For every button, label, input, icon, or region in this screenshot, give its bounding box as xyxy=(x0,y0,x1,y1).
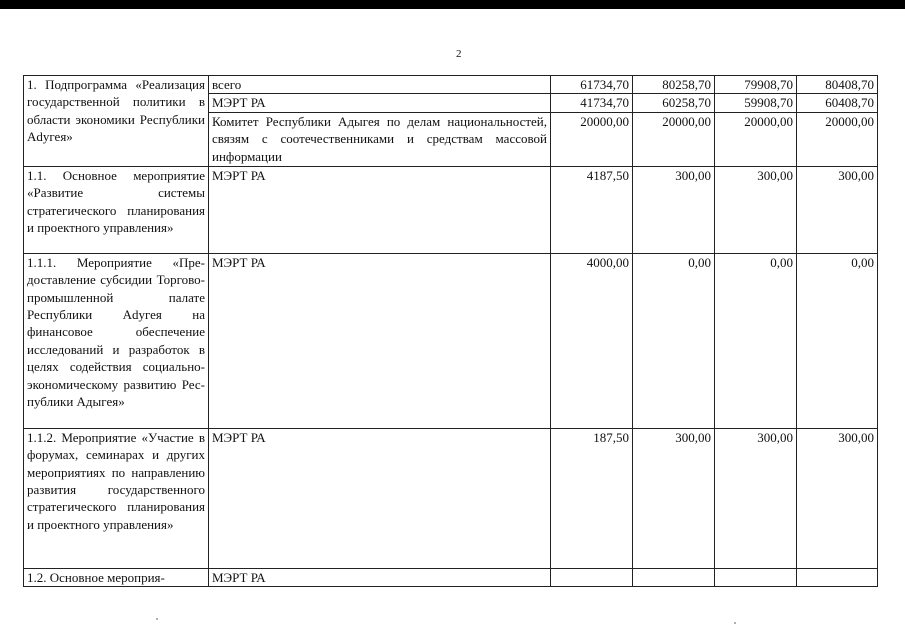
value-cell: 300,00 xyxy=(797,166,878,253)
value-cell: 300,00 xyxy=(633,428,715,568)
value-cell: 60408,70 xyxy=(797,94,878,112)
executor-cell: МЭРТ РА xyxy=(209,428,551,568)
page-number: 2 xyxy=(456,48,462,60)
value-cell: 0,00 xyxy=(715,253,797,428)
value-cell: 59908,70 xyxy=(715,94,797,112)
value-cell: 300,00 xyxy=(715,166,797,253)
executor-cell: МЭРТ РА xyxy=(209,166,551,253)
executor-cell: МЭРТ РА xyxy=(209,94,551,112)
row-description: 1. Подпрограмма «Реализация государственной политики в области экономики Республики Adyгея» xyxy=(24,76,209,167)
value-cell: 61734,70 xyxy=(551,76,633,94)
value-cell: 20000,00 xyxy=(551,112,633,166)
value-cell: 79908,70 xyxy=(715,76,797,94)
row-description: 1.1.2. Мероприятие «Участие в форумах, семинарах и других мероприятиях по направлению развития государственного стратегического планирования и проектного управления» xyxy=(24,428,209,568)
value-cell: 80258,70 xyxy=(633,76,715,94)
value-cell: 0,00 xyxy=(797,253,878,428)
value-cell: 80408,70 xyxy=(797,76,878,94)
executor-cell: всего xyxy=(209,76,551,94)
executor-cell: МЭРТ РА xyxy=(209,568,551,586)
scan-speck xyxy=(734,622,736,624)
table-row xyxy=(24,253,878,428)
value-cell xyxy=(551,568,633,586)
value-cell: 41734,70 xyxy=(551,94,633,112)
value-cell xyxy=(715,568,797,586)
value-cell: 4000,00 xyxy=(551,253,633,428)
value-cell xyxy=(633,568,715,586)
row-description: 1.1. Основное мероприятие «Развитие системы стратегического планирования и проектного управления» xyxy=(24,166,209,253)
executor-cell: МЭРТ РА xyxy=(209,253,551,428)
table-row xyxy=(24,166,878,253)
value-cell: 60258,70 xyxy=(633,94,715,112)
value-cell: 187,50 xyxy=(551,428,633,568)
value-cell: 20000,00 xyxy=(797,112,878,166)
value-cell: 300,00 xyxy=(715,428,797,568)
table-row xyxy=(24,428,878,568)
value-cell: 0,00 xyxy=(633,253,715,428)
value-cell: 4187,50 xyxy=(551,166,633,253)
value-cell: 20000,00 xyxy=(715,112,797,166)
table-row xyxy=(24,568,878,586)
value-cell: 20000,00 xyxy=(633,112,715,166)
executor-cell: Комитет Республики Адыгея по делам национальностей, связям с соотечественниками и средствам массовой информации xyxy=(209,112,551,166)
budget-table xyxy=(23,75,878,587)
table-row xyxy=(24,76,878,94)
row-description: 1.2. Основное мероприя- xyxy=(24,568,209,586)
value-cell: 300,00 xyxy=(797,428,878,568)
scan-top-border xyxy=(0,0,905,9)
row-description: 1.1.1. Мероприятие «Предоставление субсидии Торгово-промышленной палате Республики Adyгея на финансовое обеспечение исследований и разработок в целях содействия социально-экономическому развитию Республики Адыгея» xyxy=(24,253,209,428)
value-cell xyxy=(797,568,878,586)
value-cell: 300,00 xyxy=(633,166,715,253)
scan-speck xyxy=(156,618,158,620)
